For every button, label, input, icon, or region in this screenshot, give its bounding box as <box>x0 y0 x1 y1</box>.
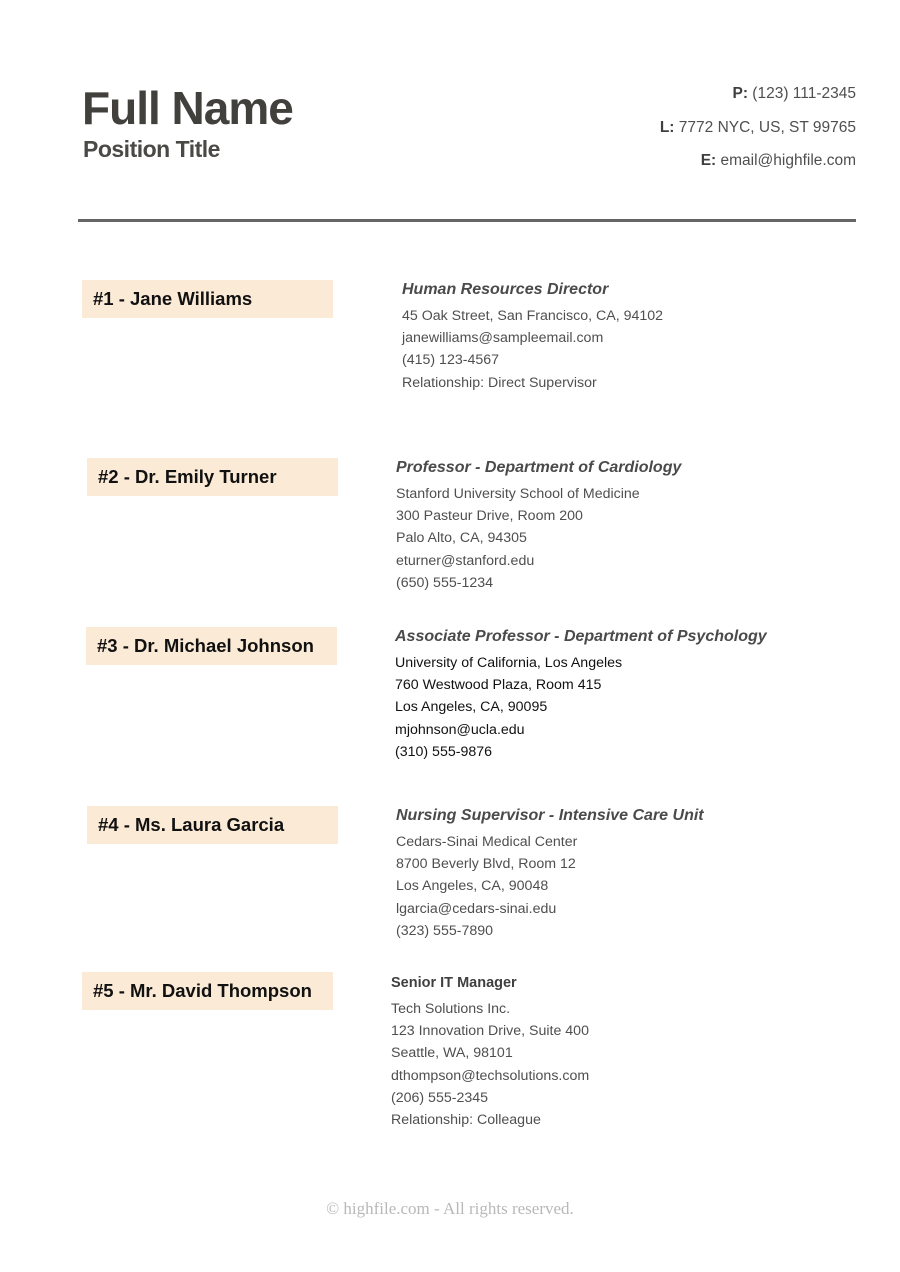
contact-phone-label: P: <box>732 85 748 102</box>
reference-line: eturner@stanford.edu <box>396 552 535 569</box>
reference-details <box>395 626 767 763</box>
reference-line: (323) 555-7890 <box>396 922 494 939</box>
reference-line: 8700 Beverly Blvd, Room 12 <box>396 856 576 873</box>
reference-details <box>391 972 589 1131</box>
reference-line: Palo Alto, CA, 94305 <box>396 530 527 547</box>
reference-line: Tech Solutions Inc. <box>391 1001 511 1017</box>
reference-line: 45 Oak Street, San Francisco, CA, 94102 <box>402 308 664 324</box>
reference-line: Los Angeles, CA, 90048 <box>396 878 549 895</box>
contact-phone-value: (123) 111-2345 <box>747 85 856 102</box>
reference-line: Relationship: Colleague <box>391 1111 541 1128</box>
full-name: Full Name <box>82 82 293 134</box>
reference-label: #3 - Dr. Michael Johnson <box>86 627 337 665</box>
reference-line: Relationship: Direct Supervisor <box>402 374 597 391</box>
reference-details <box>396 805 704 942</box>
reference-title: Professor - Department of Cardiology <box>396 459 682 476</box>
reference-details <box>402 279 663 394</box>
contact-email-value: email@highfile.com <box>716 152 856 169</box>
reference-label: #1 - Jane Williams <box>82 280 333 318</box>
reference-line: (206) 555-2345 <box>391 1089 489 1106</box>
header-divider <box>78 219 856 222</box>
reference-line: Los Angeles, CA, 90095 <box>395 699 548 716</box>
reference-line: 300 Pasteur Drive, Room 200 <box>396 508 583 525</box>
reference-line: lgarcia@cedars-sinai.edu <box>396 900 557 917</box>
reference-label: #2 - Dr. Emily Turner <box>87 458 338 496</box>
reference-label: #5 - Mr. David Thompson <box>82 972 333 1010</box>
contact-email-label: E: <box>700 152 717 169</box>
contact-email <box>660 149 856 183</box>
reference-title: Nursing Supervisor - Intensive Care Unit <box>396 807 704 824</box>
reference-line: Seattle, WA, 98101 <box>391 1045 513 1062</box>
position-title: Position Title <box>83 136 220 162</box>
reference-line: (310) 555-9876 <box>395 743 493 760</box>
reference-line: (415) 123-4567 <box>402 352 500 369</box>
reference-label: #4 - Ms. Laura Garcia <box>87 806 338 844</box>
reference-line: 123 Innovation Drive, Suite 400 <box>391 1023 589 1040</box>
reference-line: Stanford University School of Medicine <box>396 486 640 502</box>
reference-details <box>396 457 681 594</box>
reference-title: Human Resources Director <box>402 281 609 298</box>
contact-location-value: 7772 NYC, US, ST 99765 <box>674 118 856 136</box>
reference-line: (650) 555-1234 <box>396 574 494 591</box>
reference-title: Senior IT Manager <box>391 975 517 991</box>
reference-line: 760 Westwood Plaza, Room 415 <box>395 677 602 694</box>
contact-location-label: L: <box>659 118 675 136</box>
contact-location <box>660 116 856 150</box>
reference-line: Cedars-Sinai Medical Center <box>396 834 578 850</box>
contact-phone <box>660 82 856 116</box>
contact-block <box>660 82 856 183</box>
reference-line: University of California, Los Angeles <box>395 655 623 671</box>
reference-line: dthompson@techsolutions.com <box>391 1067 590 1084</box>
footer-copyright: © highfile.com - All rights reserved. <box>326 1199 574 1218</box>
reference-title: Associate Professor - Department of Psychology <box>395 628 767 645</box>
reference-line: janewilliams@sampleemail.com <box>402 330 604 347</box>
reference-line: mjohnson@ucla.edu <box>395 721 525 738</box>
